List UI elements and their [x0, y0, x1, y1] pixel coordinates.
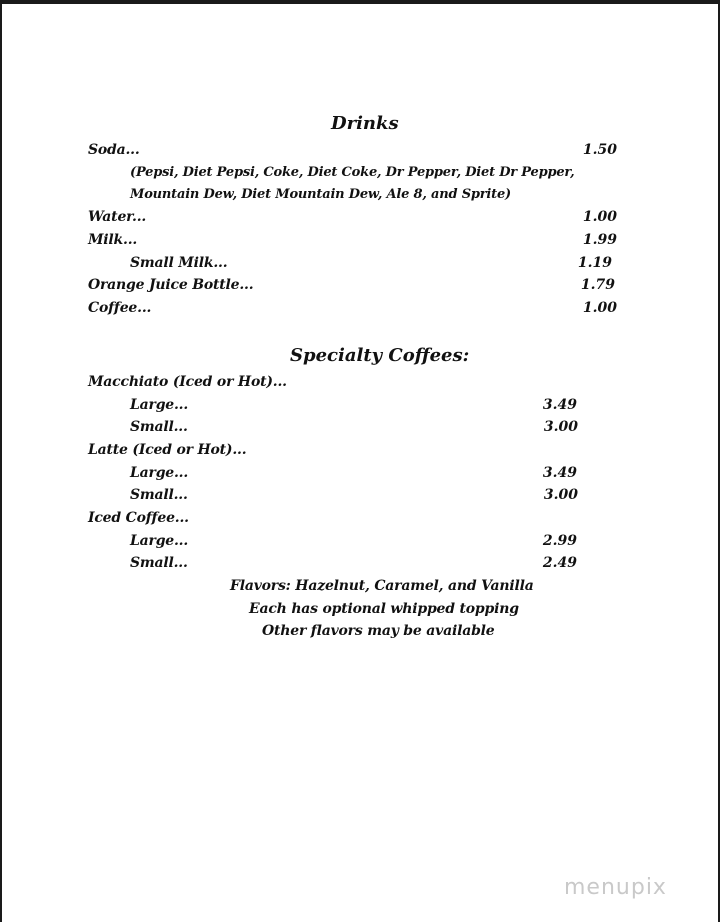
iced-large-price: 2.99: [542, 533, 577, 549]
latte-large-label: Large...: [130, 465, 189, 481]
iced-small-price: 2.49: [542, 555, 577, 571]
whipped-note: Each has optional whipped topping: [249, 601, 519, 617]
menupix-watermark: menupix: [564, 875, 667, 900]
iced-small-label: Small...: [130, 555, 188, 571]
coffee-price: 1.00: [582, 300, 617, 316]
soda-price: 1.50: [582, 142, 617, 158]
latte-label: Latte (Iced or Hot)...: [88, 442, 247, 458]
soda-label: Soda...: [88, 142, 140, 158]
soda-note-line-2: Mountain Dew, Diet Mountain Dew, Ale 8, and Sprite): [130, 187, 511, 202]
latte-large-price: 3.49: [542, 465, 577, 481]
orange-juice-label: Orange Juice Bottle...: [88, 277, 254, 293]
coffee-label: Coffee...: [88, 300, 152, 316]
latte-small-label: Small...: [130, 487, 188, 503]
macchiato-large-price: 3.49: [542, 397, 577, 413]
small-milk-price: 1.19: [577, 255, 612, 271]
iced-coffee-label: Iced Coffee...: [88, 510, 189, 526]
macchiato-large-label: Large...: [130, 397, 189, 413]
latte-small-price: 3.00: [543, 487, 578, 503]
water-price: 1.00: [582, 209, 617, 225]
water-label: Water...: [88, 209, 147, 225]
soda-note-line-1: (Pepsi, Diet Pepsi, Coke, Diet Coke, Dr Pepper, Diet Dr Pepper,: [130, 165, 575, 180]
macchiato-small-label: Small...: [130, 419, 188, 435]
milk-price: 1.99: [582, 232, 617, 248]
drinks-heading: Drinks: [331, 113, 399, 134]
milk-label: Milk...: [88, 232, 138, 248]
macchiato-label: Macchiato (Iced or Hot)...: [88, 374, 287, 390]
other-flavors-note: Other flavors may be available: [262, 623, 495, 639]
flavors-note: Flavors: Hazelnut, Caramel, and Vanilla: [230, 578, 534, 594]
orange-juice-price: 1.79: [580, 277, 615, 293]
iced-large-label: Large...: [130, 533, 189, 549]
macchiato-small-price: 3.00: [543, 419, 578, 435]
small-milk-label: Small Milk...: [130, 255, 228, 271]
specialty-heading: Specialty Coffees:: [290, 345, 470, 366]
